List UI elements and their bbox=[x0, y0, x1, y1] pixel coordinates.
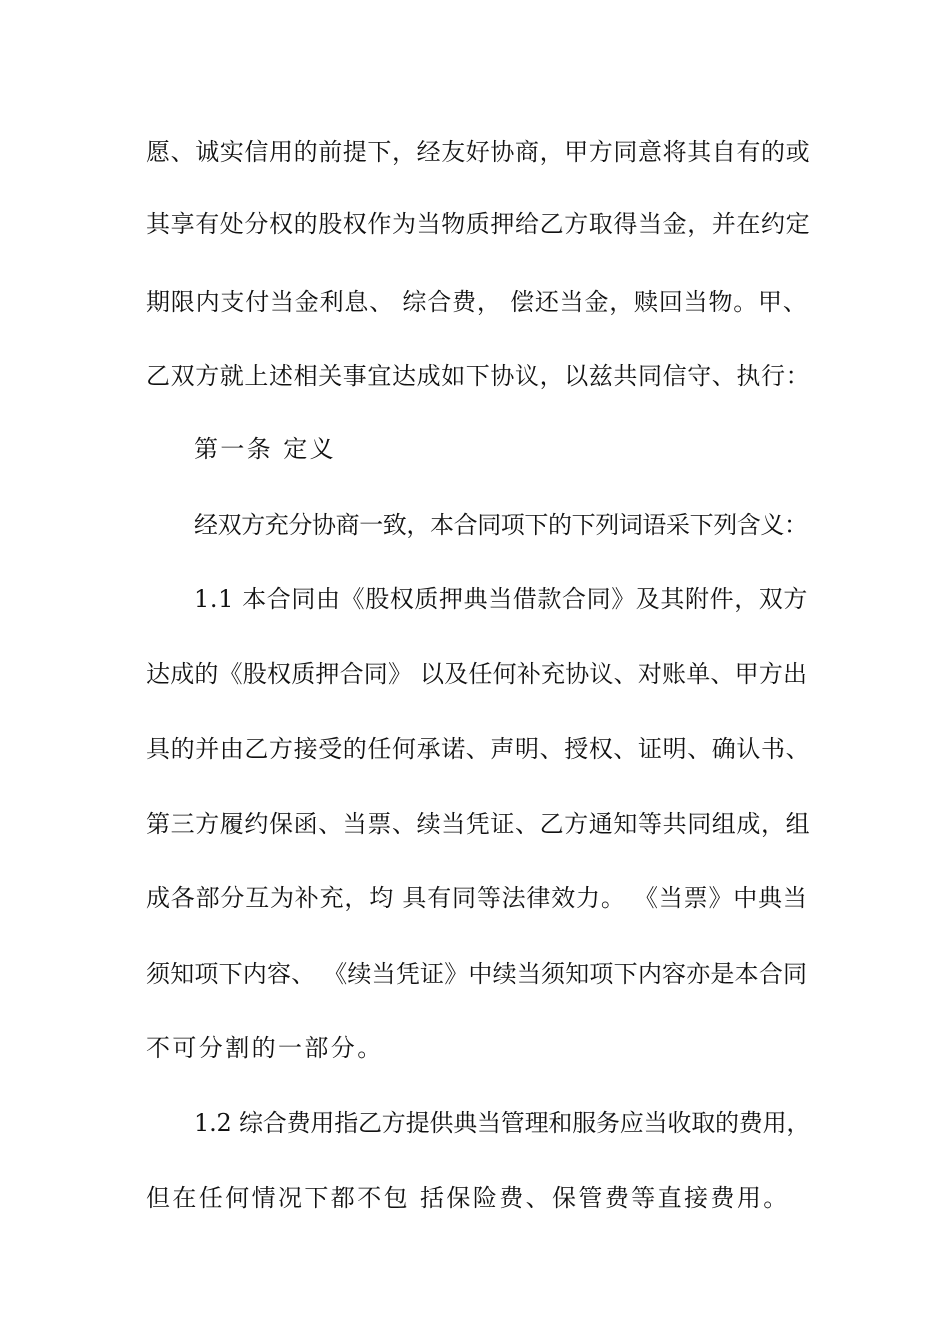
paragraph-line-3: 期限内支付当金利息、 综合费， 偿还当金，赎回当物。甲、 bbox=[146, 288, 808, 316]
clause-1-1-line-2: 达成的《股权质押合同》 以及任何补充协议、对账单、甲方出 bbox=[146, 660, 808, 688]
definition-intro: 经双方充分协商一致，本合同项下的下列词语采下列含义： bbox=[194, 511, 808, 539]
clause-1-1-line-4: 第三方履约保函、当票、续当凭证、乙方通知等共同组成，组 bbox=[146, 810, 811, 838]
clause-1-1-line-6: 须知项下内容、 《续当凭证》中续当须知项下内容亦是本合同 bbox=[146, 960, 808, 988]
clause-1-1-line-5: 成各部分互为补充，均 具有同等法律效力。 《当票》中典当 bbox=[146, 884, 808, 912]
paragraph-line-2: 其享有处分权的股权作为当物质押给乙方取得当金，并在约定 bbox=[146, 210, 811, 238]
paragraph-line-4: 乙双方就上述相关事宜达成如下协议，以兹共同信守、执行： bbox=[146, 362, 811, 390]
clause-1-2-line-1: 1.2 综合费用指乙方提供典当管理和服务应当收取的费用， bbox=[194, 1109, 811, 1137]
clause-1-2-line-2: 但在任何情况下都不包 括保险费、保管费等直接费用。 bbox=[146, 1184, 790, 1212]
paragraph-line-1: 愿、诚实信用的前提下，经友好协商，甲方同意将其自有的或 bbox=[146, 138, 811, 166]
clause-1-1-line-1: 1.1 本合同由《股权质押典当借款合同》及其附件，双方 bbox=[194, 585, 808, 613]
clause-1-1-line-7: 不可分割的一部分。 bbox=[146, 1034, 384, 1062]
article-heading: 第一条 定义 bbox=[194, 435, 337, 463]
clause-1-1-line-3: 具的并由乙方接受的任何承诺、声明、授权、证明、确认书、 bbox=[146, 735, 811, 763]
